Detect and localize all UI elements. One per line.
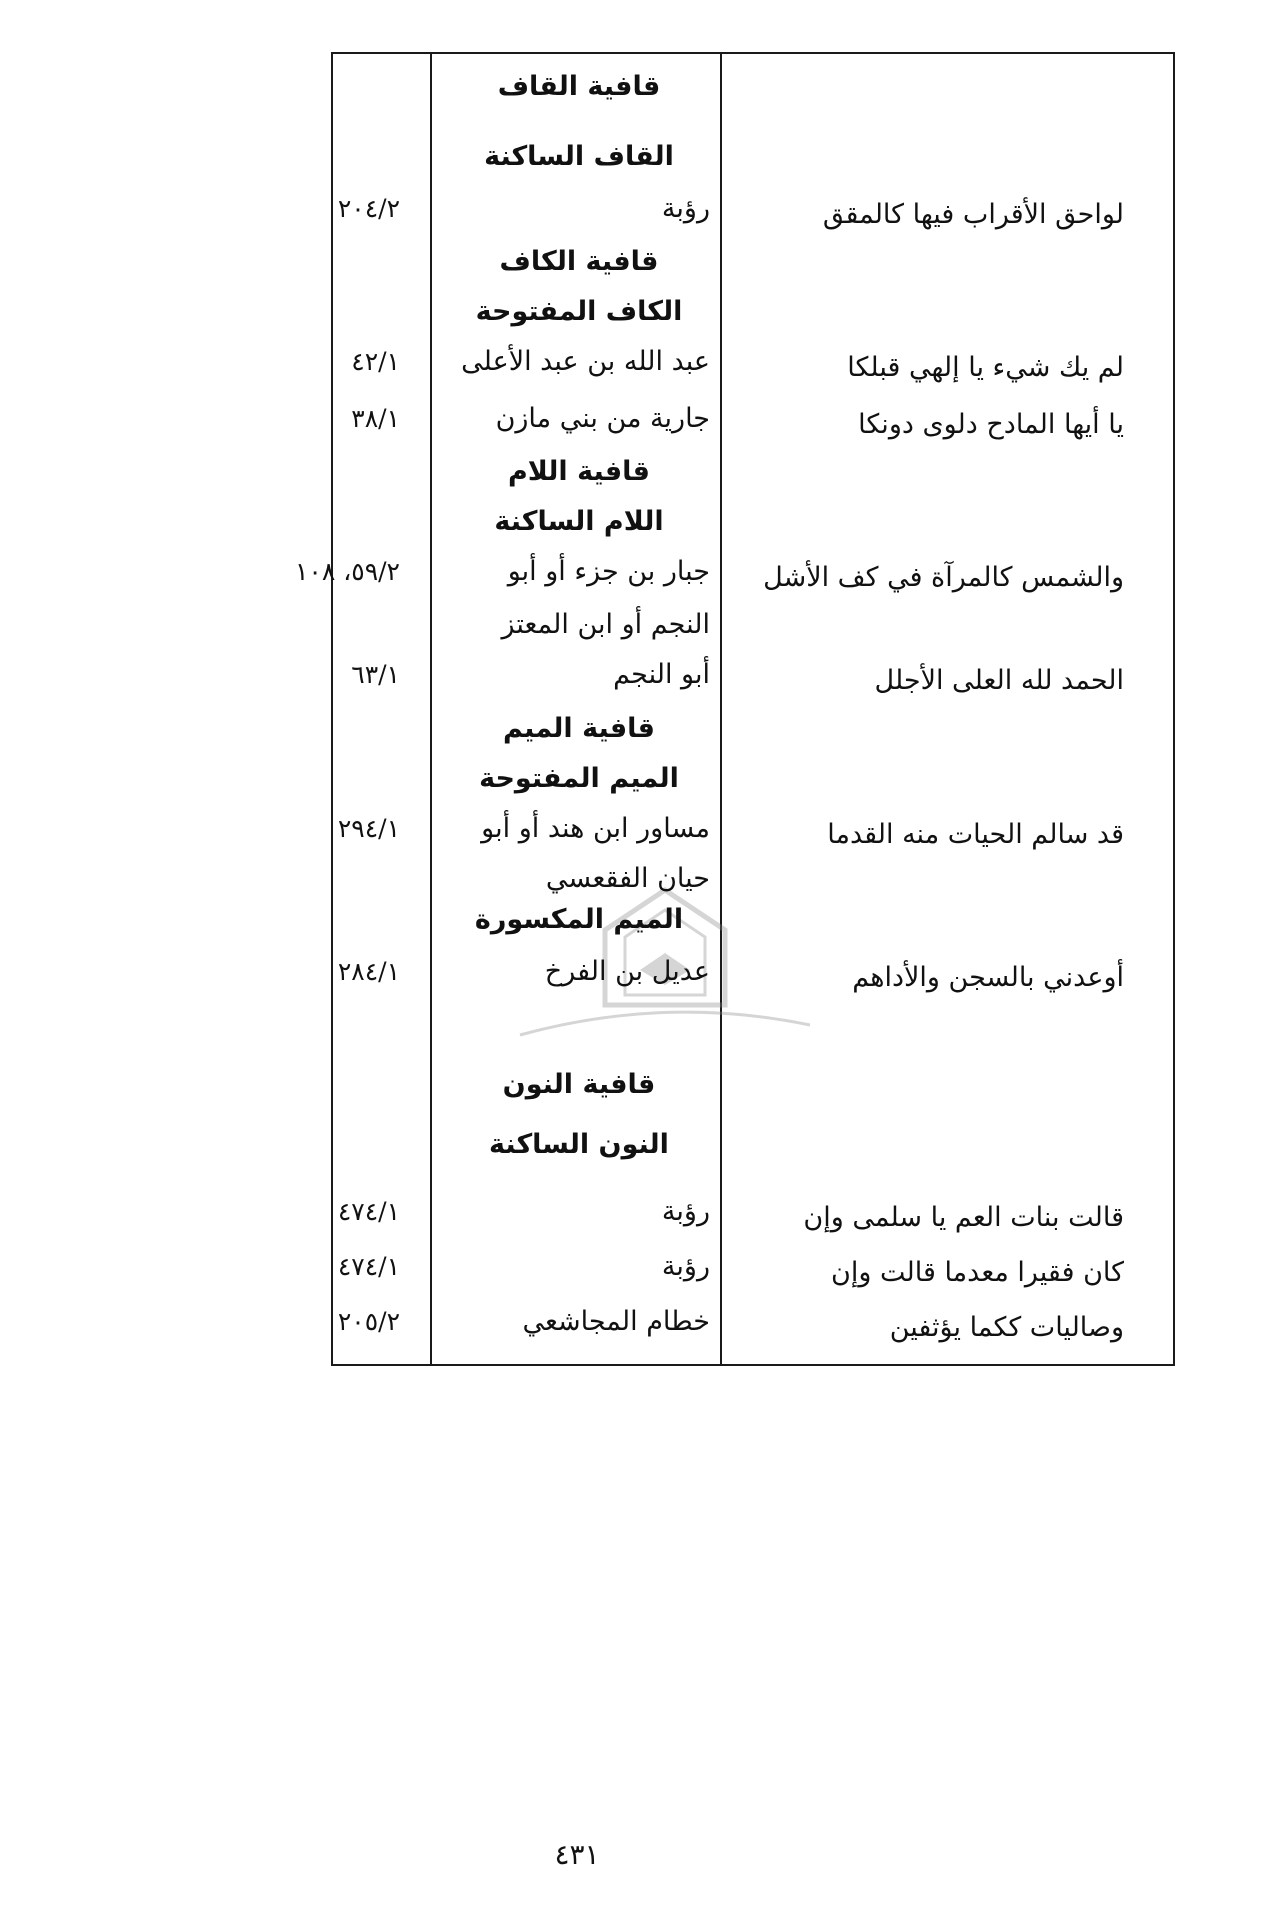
verse-text: وصاليات ككما يؤثفين	[889, 1312, 1124, 1343]
volume-page-reference: ٤٢/١	[351, 347, 400, 376]
poet-name: حيان الفقعسي	[545, 863, 710, 894]
table-top-border	[331, 52, 1175, 54]
volume-page-reference: ٢٠٤/٢	[337, 194, 400, 223]
poet-name: أبو النجم	[613, 659, 710, 690]
verse-text: الحمد لله العلى الأجلل	[874, 665, 1124, 696]
poet-name: جارية من بني مازن	[495, 403, 710, 434]
verse-text: لم يك شيء يا إلهي قبلكا	[847, 352, 1124, 383]
table-right-border	[1173, 52, 1175, 1366]
section-heading: القاف الساكنة	[484, 141, 674, 172]
volume-page-reference: ٢٩٤/١	[337, 814, 400, 843]
poet-name: رؤبة	[661, 193, 710, 224]
section-heading: قافية الكاف	[499, 246, 659, 277]
section-heading: قافية الميم	[503, 713, 655, 744]
section-heading: الميم المكسورة	[474, 904, 684, 935]
verse-text: قد سالم الحيات منه القدما	[827, 819, 1124, 850]
page-number: ٤٣١	[554, 1838, 600, 1871]
poet-name: النجم أو ابن المعتز	[501, 609, 710, 640]
section-heading: قافية النون	[502, 1069, 656, 1100]
section-heading: الكاف المفتوحة	[475, 296, 683, 327]
volume-page-reference: ٥٩/٢، ١٠٨	[294, 557, 400, 586]
section-heading: قافية القاف	[497, 71, 661, 102]
verse-text: يا أيها المادح دلوى دونكا	[858, 409, 1124, 440]
section-heading: اللام الساكنة	[494, 506, 664, 537]
poet-name: عديل بن الفرخ	[544, 956, 710, 987]
volume-page-reference: ٤٧٤/١	[337, 1252, 400, 1281]
volume-page-reference: ٣٨/١	[351, 404, 400, 433]
verse-text: كان فقيرا معدما قالت وإن	[831, 1257, 1124, 1288]
poet-name: جبار بن جزء أو أبو	[507, 556, 710, 587]
volume-page-reference: ٢٠٥/٢	[337, 1307, 400, 1336]
volume-page-reference: ٤٧٤/١	[337, 1197, 400, 1226]
verse-text: قالت بنات العم يا سلمى وإن	[803, 1202, 1124, 1233]
volume-page-reference: ٢٨٤/١	[337, 957, 400, 986]
section-heading: النون الساكنة	[489, 1129, 669, 1160]
poet-name: رؤبة	[661, 1251, 710, 1282]
verse-text: لواحق الأقراب فيها كالمقق	[822, 199, 1124, 230]
section-heading: الميم المفتوحة	[479, 763, 679, 794]
section-heading: قافية اللام	[508, 456, 650, 487]
poet-name: رؤبة	[661, 1196, 710, 1227]
table-left-border	[331, 52, 333, 1366]
poet-name: مساور ابن هند أو أبو	[481, 813, 710, 844]
table-bottom-border	[331, 1364, 1175, 1366]
poet-name: خطام المجاشعي	[522, 1306, 710, 1337]
verse-text: والشمس كالمرآة في كف الأشل	[763, 562, 1124, 593]
volume-page-reference: ٦٣/١	[351, 660, 400, 689]
poet-name: عبد الله بن عبد الأعلى	[461, 346, 710, 377]
verse-text: أوعدني بالسجن والأداهم	[852, 962, 1124, 993]
